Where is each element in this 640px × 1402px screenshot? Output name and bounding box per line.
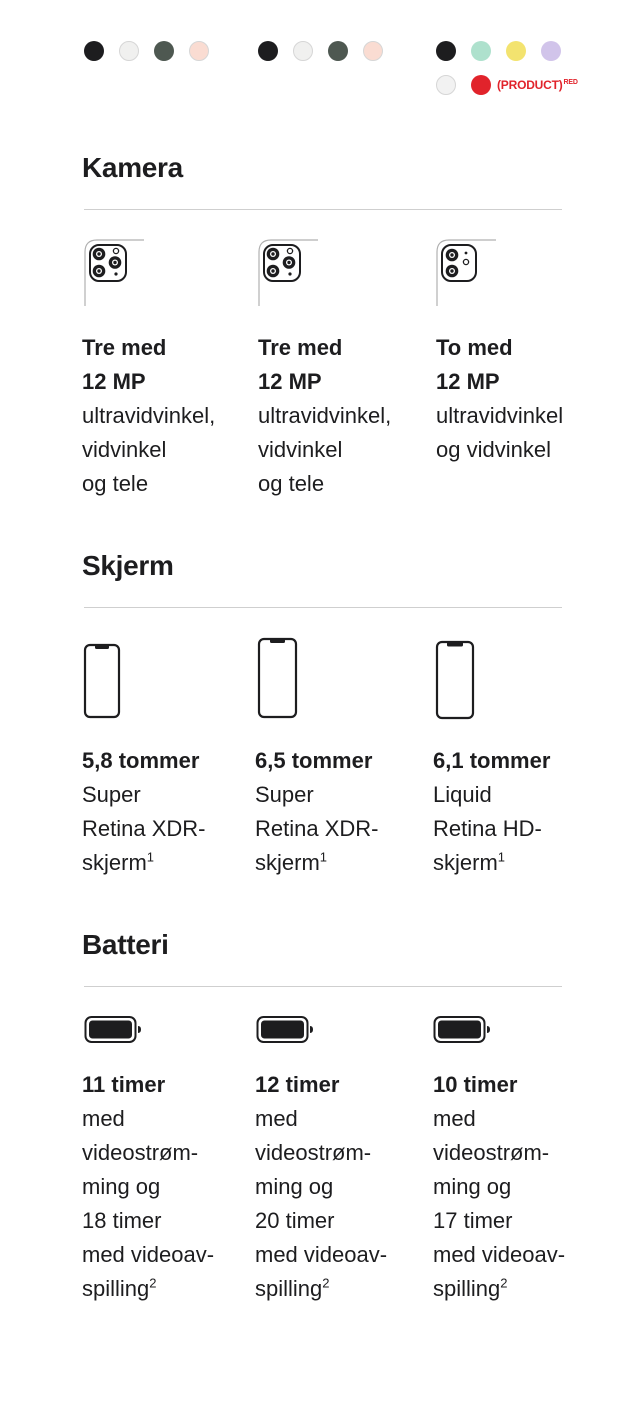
battery-spec-line [433,1272,565,1306]
camera-spec-line: To med [436,335,513,360]
dual-camera-icon [436,238,500,308]
camera-spec-line: vidvinkel [258,437,343,462]
footnote-marker[interactable]: 2 [322,1275,330,1291]
battery-spec-line: ming og [255,1174,334,1199]
battery-spec-line: 18 timer [82,1208,162,1233]
camera-spec-line: og vidvinkel [436,437,551,462]
swatch-white[interactable] [436,75,456,95]
swatch-purple[interactable] [541,41,561,61]
camera-spec-col-2 [258,331,391,501]
battery-spec-line: med [255,1106,298,1131]
camera-spec-line: 12 MP [436,369,500,394]
battery-icon [433,1015,493,1045]
display-spec-line [433,846,550,880]
triple-camera-icon [84,238,148,308]
display-spec-text: skjerm [82,850,147,875]
footnote-marker[interactable]: 1 [497,849,506,865]
display-spec-text: skjerm [433,850,498,875]
product-red-label: (PRODUCT)$^{RED}$ [497,78,578,92]
section-heading-display: Skjerm [82,550,174,581]
section-heading-battery: Batteri [82,929,169,960]
section-divider [84,209,562,210]
display-spec-line: Super [82,782,141,807]
swatch-black[interactable] [84,41,104,61]
battery-spec-line: 17 timer [433,1208,513,1233]
footnote-marker[interactable]: 2 [500,1275,508,1291]
battery-spec-line: med [433,1106,476,1131]
display-spec-line: Retina HD- [433,816,542,841]
display-spec-col-3 [433,744,550,880]
display-spec-line: Retina XDR- [82,816,206,841]
footnote-marker[interactable]: 2 [149,1275,157,1291]
phone-outline-icon [83,643,123,719]
camera-spec-line: Tre med [258,335,343,360]
battery-spec-line: videostrøm- [82,1140,199,1165]
battery-spec-text: spilling [82,1276,150,1301]
display-spec-line: Super [255,782,314,807]
battery-spec-line: 10 timer [433,1072,518,1097]
battery-spec-text: spilling [255,1276,323,1301]
battery-spec-line: 11 timer [82,1072,166,1097]
camera-spec-line: ultravidvinkel, [82,403,216,428]
phone-outline-icon [257,637,299,719]
swatch-red[interactable] [471,75,491,95]
section-divider [84,986,562,987]
footnote-marker[interactable]: 1 [319,849,328,865]
display-spec-line: 6,1 tommer [433,748,551,773]
battery-spec-line: ming og [433,1174,512,1199]
display-spec-col-1 [82,744,205,880]
camera-spec-line: 12 MP [258,369,322,394]
display-spec-line: Retina XDR- [255,816,379,841]
display-spec-line: Liquid [433,782,492,807]
phone-outline-icon [435,640,477,720]
swatch-black[interactable] [436,41,456,61]
swatch-yellow[interactable] [506,41,526,61]
swatch-gold[interactable] [363,41,383,61]
battery-icon [256,1015,316,1045]
section-heading-camera: Kamera [82,152,183,183]
display-spec-line [255,846,378,880]
battery-spec-line: videostrøm- [255,1140,372,1165]
display-spec-text: skjerm [255,850,320,875]
display-spec-line: 6,5 tommer [255,748,373,773]
swatch-silver[interactable] [119,41,139,61]
camera-spec-col-1 [82,331,215,501]
display-spec-line: 5,8 tommer [82,748,200,773]
battery-spec-line: med videoav- [433,1242,566,1267]
camera-spec-line: ultravidvinkel, [258,403,392,428]
camera-spec-line: og tele [258,471,325,496]
battery-spec-line: ming og [82,1174,161,1199]
camera-spec-line: 12 MP [82,369,146,394]
camera-spec-line: Tre med [82,335,167,360]
swatch-gold[interactable] [189,41,209,61]
footnote-marker[interactable]: 1 [146,849,155,865]
battery-spec-line: 12 timer [255,1072,340,1097]
battery-spec-col-3 [433,1068,565,1306]
section-divider [84,607,562,608]
battery-spec-line: videostrøm- [433,1140,550,1165]
battery-spec-line: med videoav- [82,1242,215,1267]
swatch-silver[interactable] [293,41,313,61]
swatch-midnight-green[interactable] [154,41,174,61]
swatch-green[interactable] [471,41,491,61]
battery-spec-col-1 [82,1068,214,1306]
swatch-black[interactable] [258,41,278,61]
battery-spec-text: spilling [433,1276,501,1301]
battery-spec-line [82,1272,214,1306]
battery-icon [84,1015,144,1045]
camera-spec-line: ultravidvinkel [436,403,564,428]
battery-spec-line: med [82,1106,125,1131]
battery-spec-line: med videoav- [255,1242,388,1267]
triple-camera-icon [258,238,322,308]
battery-spec-col-2 [255,1068,387,1306]
display-spec-line [82,846,205,880]
display-spec-col-2 [255,744,378,880]
camera-spec-line: og tele [82,471,149,496]
camera-spec-line: vidvinkel [82,437,167,462]
camera-spec-col-3 [436,331,563,467]
battery-spec-line: 20 timer [255,1208,335,1233]
swatch-midnight-green[interactable] [328,41,348,61]
battery-spec-line [255,1272,387,1306]
